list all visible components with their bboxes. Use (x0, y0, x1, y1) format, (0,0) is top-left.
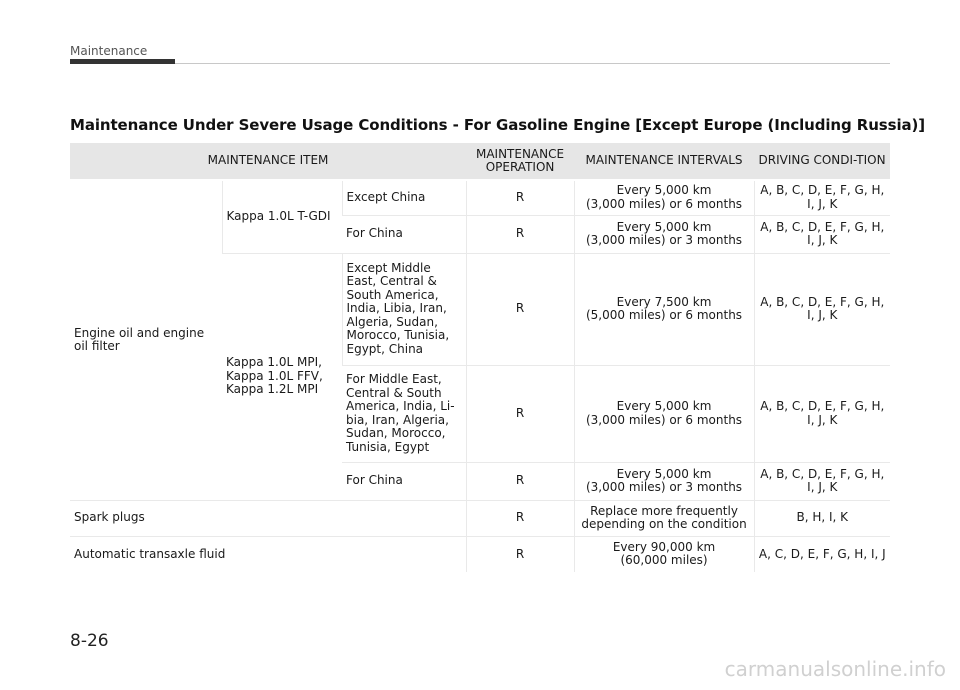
page-title: Maintenance Under Severe Usage Conditions - For Gasoline Engine [Except Europe (Including Russia)] (70, 116, 926, 134)
conditions-cell: A, B, C, D, E, F, G, H, I, J, K (754, 365, 890, 462)
region-cell: For China (342, 215, 466, 253)
interval-cell (574, 500, 754, 536)
operation-cell: R (466, 180, 574, 215)
page-number: 8-26 (70, 631, 109, 651)
interval-cell (574, 180, 754, 215)
section-header-label: Maintenance (70, 44, 148, 58)
interval-cell (574, 365, 754, 462)
engine-kappa-mpi-ffv: Kappa 1.0L MPI, Kappa 1.0L FFV, Kappa 1.2L MPI (222, 253, 342, 500)
interval-line-1: Every 5,000 km (616, 183, 712, 198)
conditions-cell: A, C, D, E, F, G, H, I, J (754, 536, 890, 572)
interval-line-1: Every 5,000 km (616, 219, 712, 234)
interval-line-1: Every 7,500 km (616, 294, 712, 309)
section-header-rule (175, 63, 890, 64)
header-driving-condition: DRIVING CONDI-TION (754, 143, 890, 180)
table-row (70, 180, 890, 215)
header-maintenance-item: MAINTENANCE ITEM (70, 143, 466, 180)
table-row (70, 536, 890, 572)
conditions-cell: A, B, C, D, E, F, G, H, I, J, K (754, 462, 890, 500)
operation-cell: R (466, 462, 574, 500)
interval-line-2: (5,000 miles) or 6 months (585, 308, 743, 322)
operation-cell: R (466, 253, 574, 365)
item-engine-oil: Engine oil and engine oil filter (70, 180, 222, 500)
item-spark-plugs: Spark plugs (70, 500, 466, 536)
interval-cell (574, 253, 754, 365)
header-maintenance-operation: MAINTENANCE OPERATION (466, 143, 574, 180)
table-header-row (70, 143, 890, 180)
operation-cell: R (466, 215, 574, 253)
conditions-cell: A, B, C, D, E, F, G, H, I, J, K (754, 215, 890, 253)
interval-line-2: depending on the condition (581, 517, 747, 531)
region-cell: For China (342, 462, 466, 500)
interval-line-1: Every 5,000 km (616, 399, 712, 413)
interval-cell (574, 462, 754, 500)
interval-line-2: (3,000 miles) or 6 months (585, 196, 743, 211)
interval-cell (574, 215, 754, 253)
header-maintenance-intervals: MAINTENANCE INTERVALS (574, 143, 754, 180)
conditions-cell: B, H, I, K (754, 500, 890, 536)
interval-line-2: (3,000 miles) or 3 months (585, 480, 743, 494)
item-automatic-transaxle-fluid: Automatic transaxle fluid (70, 536, 466, 572)
section-header-bar (70, 59, 175, 64)
interval-line-1: Replace more frequently (590, 503, 738, 518)
operation-cell: R (466, 500, 574, 536)
interval-line-2: (3,000 miles) or 6 months (585, 412, 743, 427)
interval-line-1: Every 90,000 km (612, 539, 716, 554)
table-row (70, 500, 890, 536)
region-cell: For Middle East, Central & South America, India, Li-bia, Iran, Algeria, Sudan, Morocco, Tunisia, Egypt (342, 365, 466, 462)
watermark: carmanualsonline.info (724, 657, 946, 681)
engine-kappa-tgdi: Kappa 1.0L T-GDI (222, 180, 342, 253)
interval-line-2: (60,000 miles) (620, 553, 708, 568)
conditions-cell: A, B, C, D, E, F, G, H, I, J, K (754, 180, 890, 215)
conditions-cell: A, B, C, D, E, F, G, H, I, J, K (754, 253, 890, 365)
interval-line-1: Every 5,000 km (616, 466, 712, 481)
interval-cell (574, 536, 754, 572)
region-cell: Except Middle East, Central & South America, India, Libia, Iran, Algeria, Sudan, Morocco, Tunisia, Egypt, China (342, 253, 466, 365)
maintenance-table (70, 143, 890, 572)
region-cell: Except China (342, 180, 466, 215)
operation-cell: R (466, 365, 574, 462)
operation-cell: R (466, 536, 574, 572)
interval-line-2: (3,000 miles) or 3 months (585, 233, 743, 247)
